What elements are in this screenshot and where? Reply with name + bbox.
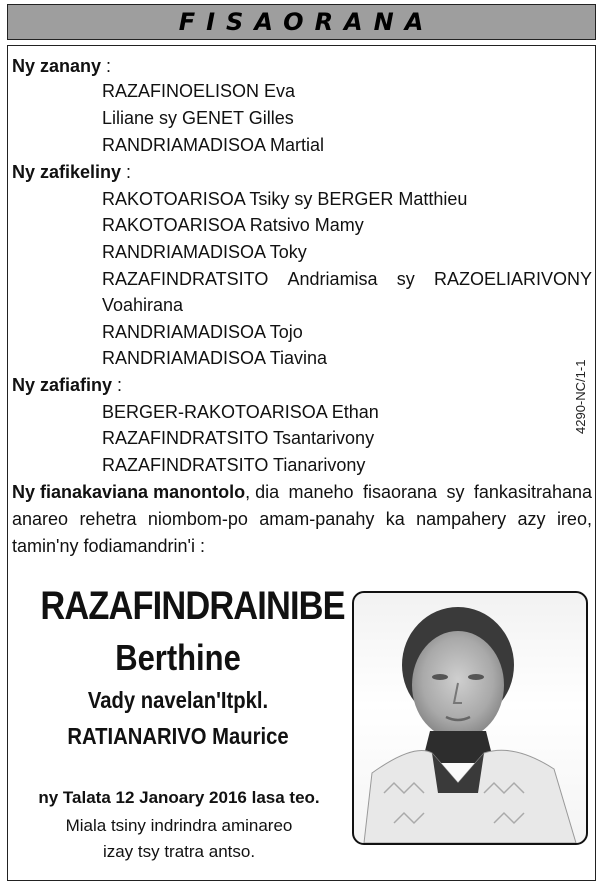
great-grandchildren-heading: Ny zafiafiny : <box>12 375 123 395</box>
deceased-given-name: Berthine <box>115 637 241 678</box>
grandchild-name: RAKOTOARISOA Ratsivo Mamy <box>102 215 364 235</box>
child-name: RAZAFINOELISON Eva <box>102 81 296 101</box>
spouse-line-1: Vady navelan'Itpkl. <box>87 687 269 713</box>
family-paragraph-line-2: anareo rehetra niombom-po amam-panahy ka nampahery azy ireo, <box>12 509 592 529</box>
children-heading: Ny zanany : <box>12 56 112 76</box>
great-grandchild-name: RAZAFINDRATSITO Tsantarivony <box>102 428 375 448</box>
grandchild-name-long: RAZAFINDRATSITO Andriamisa sy RAZOELIARIVONY <box>102 269 592 289</box>
grandchild-name: RAKOTOARISOA Tsiky sy BERGER Matthieu <box>102 189 468 209</box>
deceased-surname: RAZAFINDRAINIBE <box>40 584 345 628</box>
grandchild-name: RANDRIAMADISOA Tiavina <box>102 348 328 368</box>
grandchild-name-continued: Voahirana <box>102 295 184 315</box>
child-name: RANDRIAMADISOA Martial <box>102 135 325 155</box>
date-of-death: ny Talata 12 Janoary 2016 lasa teo. <box>38 788 320 807</box>
family-paragraph-line-3: tamin'ny fodiamandrin'i : <box>12 536 205 556</box>
child-name: Liliane sy GENET Gilles <box>102 108 294 128</box>
grandchild-name: RANDRIAMADISOA Tojo <box>102 322 303 342</box>
grandchild-name: RANDRIAMADISOA Toky <box>102 242 307 262</box>
grandchildren-heading: Ny zafikeliny : <box>12 162 132 182</box>
deceased-portrait-photo <box>352 591 588 845</box>
great-grandchild-name: RAZAFINDRATSITO Tianarivony <box>102 455 366 475</box>
page-title: FISAORANA <box>178 8 435 36</box>
reference-code: 4290-NC/1-1 <box>573 359 588 434</box>
great-grandchild-name: BERGER-RAKOTOARISOA Ethan <box>102 402 379 422</box>
closing-line-2: izay tsy tratra antso. <box>102 842 256 861</box>
header-banner <box>7 4 596 40</box>
spouse-line-2: RATIANARIVO Maurice <box>67 723 289 749</box>
closing-line-1: Miala tsiny indrindra aminareo <box>65 816 293 835</box>
family-paragraph-line-1: Ny fianakaviana manontolo, dia maneho fisaorana sy fankasitrahana <box>12 482 592 502</box>
portrait-illustration <box>354 593 586 843</box>
